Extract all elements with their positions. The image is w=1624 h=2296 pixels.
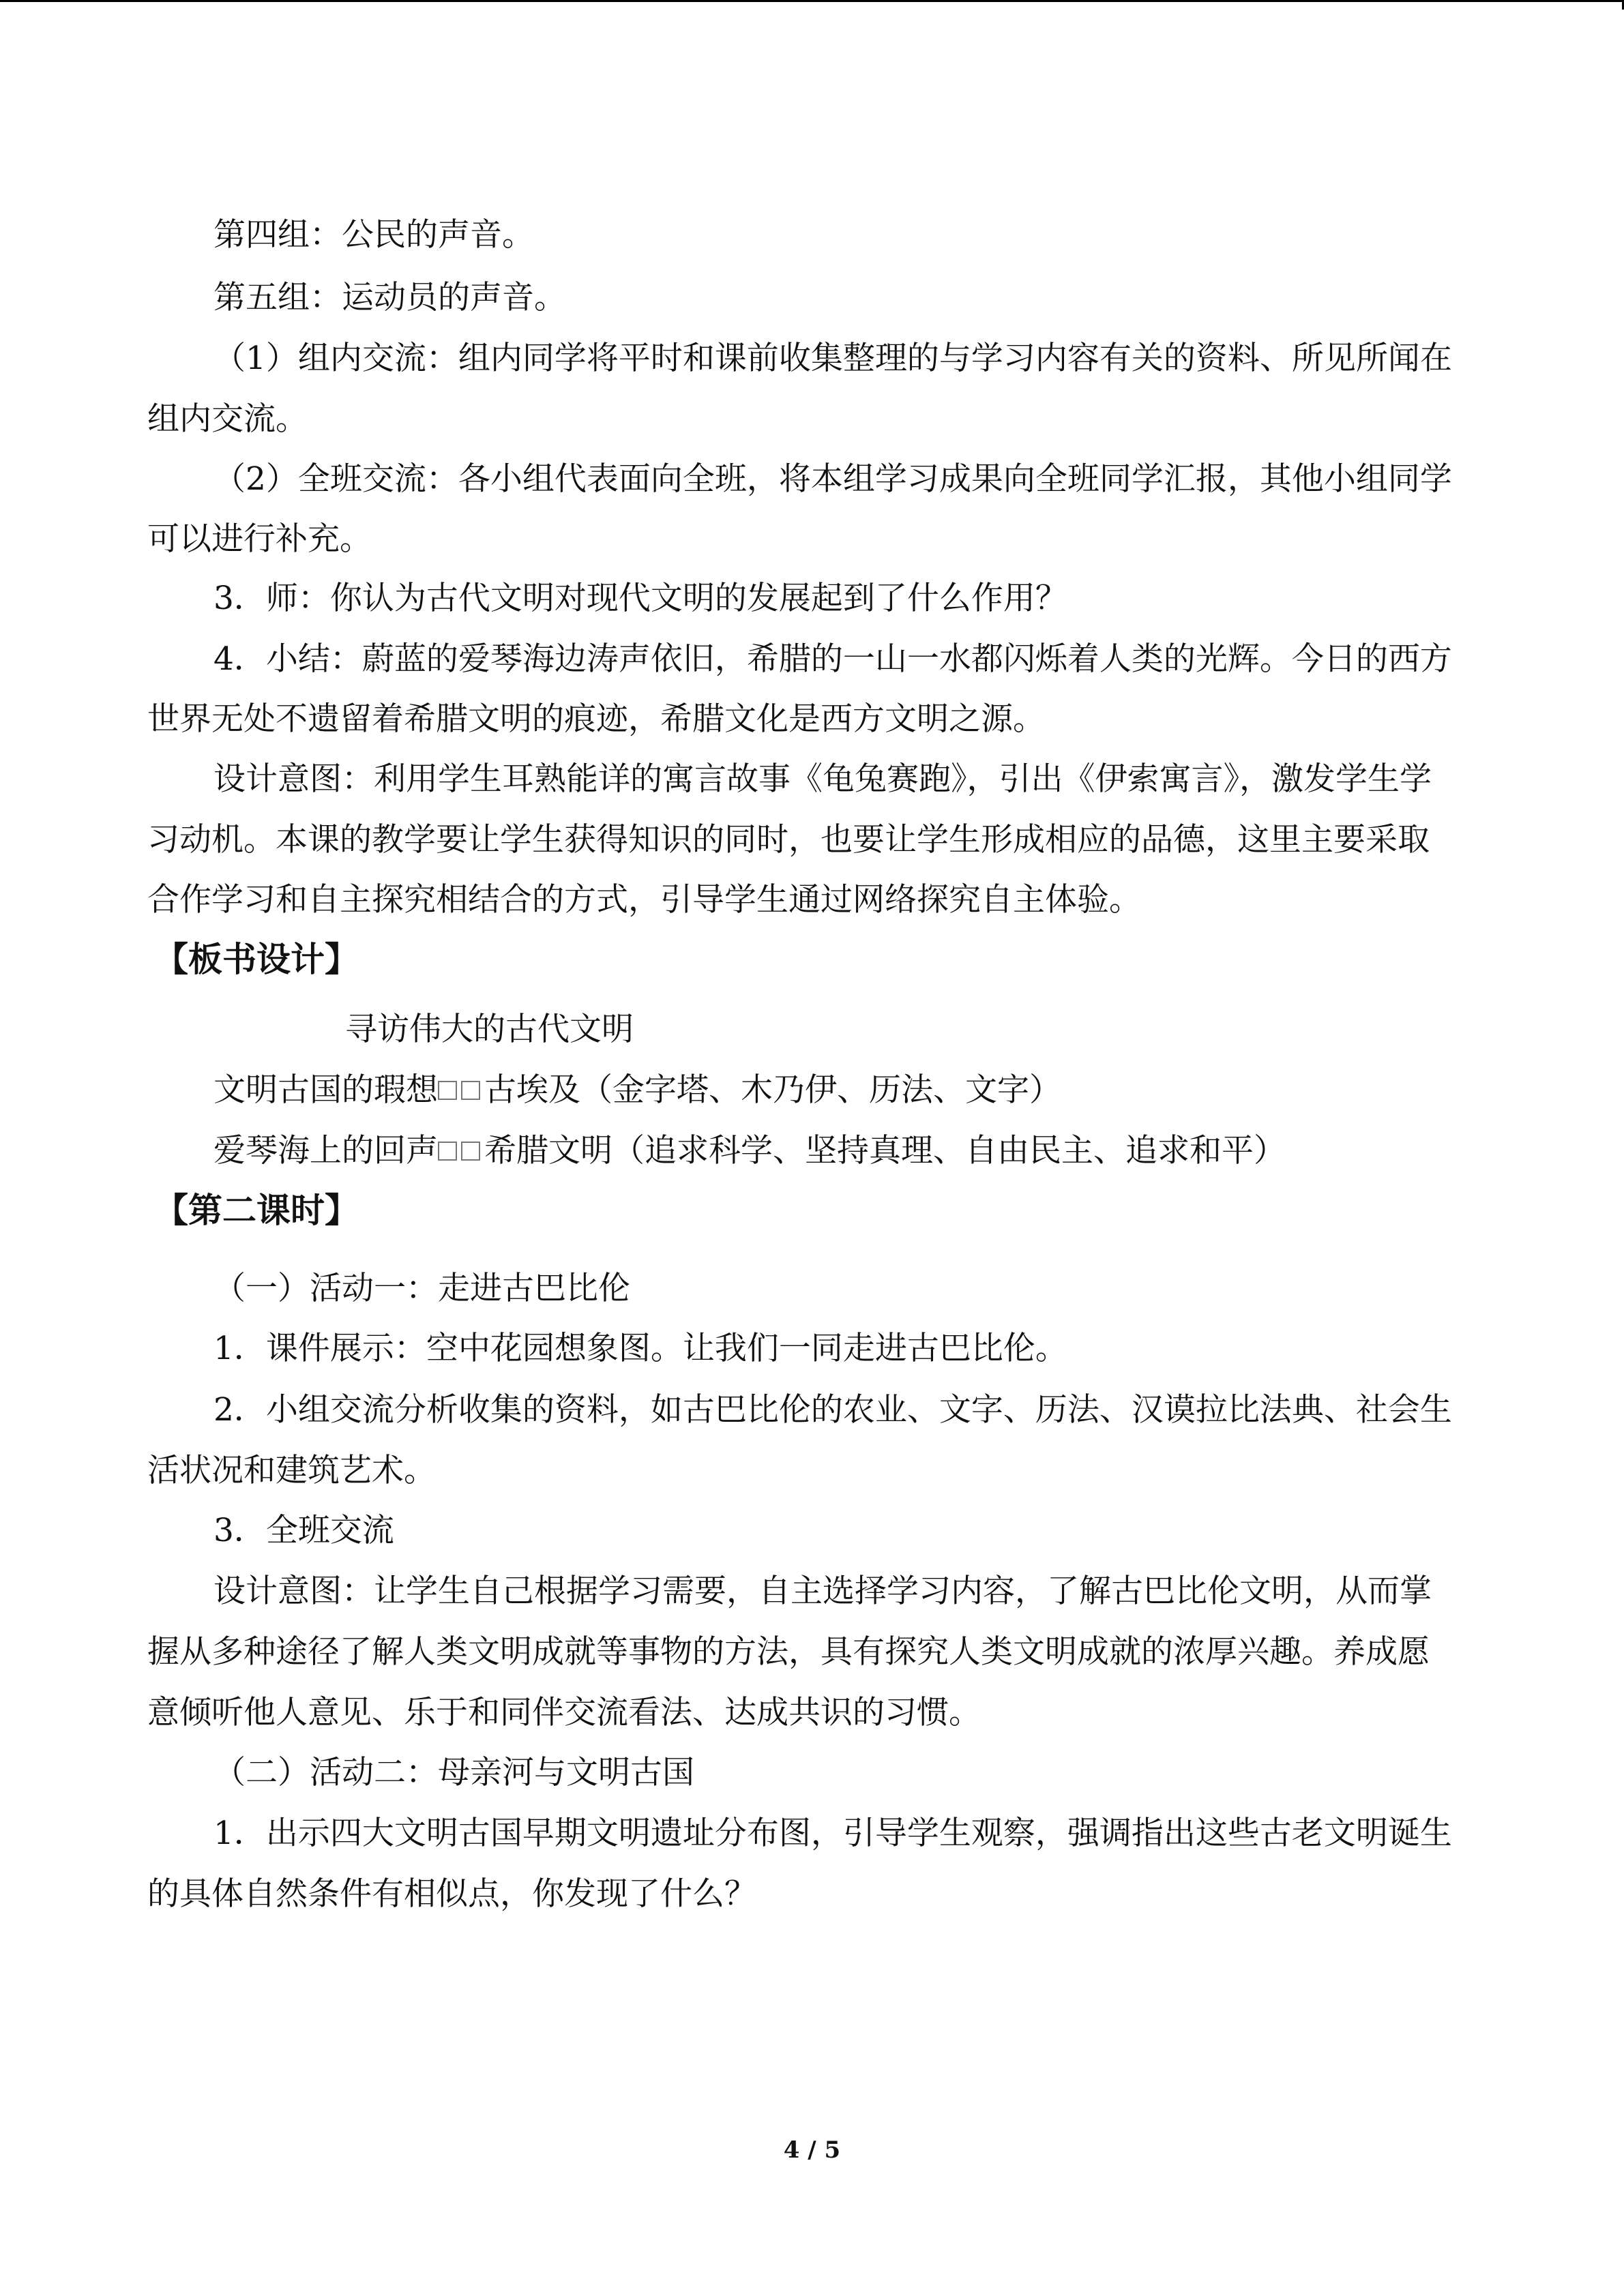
paragraph-line: 1．出示四大文明古国早期文明遗址分布图，引导学生观察，强调指出这些古老文明诞生 (213, 1815, 1452, 1852)
paragraph-line: （一）活动一：走进古巴比伦 (213, 1270, 630, 1307)
paragraph-line: 设计意图：让学生自己根据学习需要，自主选择学习内容，了解古巴比伦文明，从而掌 (213, 1572, 1432, 1610)
placeholder-box (461, 1142, 480, 1161)
paragraph-line: 3．师：你认为古代文明对现代文明的发展起到了什么作用？ (213, 580, 1067, 617)
board-line: 爱琴海上的回声 希腊文明（追求科学、坚持真理、自由民主、追求和平） (213, 1132, 1286, 1169)
paragraph-line: 4．小结：蔚蓝的爱琴海边涛声依旧，希腊的一山一水都闪烁着人类的光辉。今日的西方 (213, 640, 1452, 678)
paragraph-line: 合作学习和自主探究相结合的方式，引导学生通过网络探究自主体验。 (147, 881, 1141, 919)
paragraph-line: 习动机。本课的教学要让学生获得知识的同时，也要让学生形成相应的品德，这里主要采取 (147, 821, 1430, 859)
page-number: 4 / 5 (783, 2136, 841, 2164)
paragraph-line: 第五组：运动员的声音。 (213, 279, 566, 316)
paragraph-line: 意倾听他人意见、乐于和同伴交流看法、达成共识的习惯。 (147, 1694, 981, 1731)
placeholder-box (438, 1081, 457, 1100)
paragraph-line: 握从多种途径了解人类文明成就等事物的方法，具有探究人类文明成就的浓厚兴趣。养成愿 (147, 1633, 1430, 1671)
paragraph-line: 设计意图：利用学生耳熟能详的寓言故事《龟兔赛跑》，引出《伊索寓言》，激发学生学 (213, 760, 1432, 798)
paragraph-line: （1）组内交流：组内同学将平时和课前收集整理的与学习内容有关的资料、所见所闻在 (213, 340, 1452, 377)
board-title: 寻访伟大的古代文明 (345, 1011, 634, 1048)
board-line: 文明古国的瑕想 古埃及（金字塔、木乃伊、历法、文字） (213, 1071, 1061, 1109)
section-heading-board-design: 【板书设计】 (154, 940, 359, 979)
placeholder-box (438, 1142, 457, 1161)
paragraph-line: （2）全班交流：各小组代表面向全班，将本组学习成果向全班同学汇报，其他小组同学 (213, 460, 1452, 498)
paragraph-line: （二）活动二：母亲河与文明古国 (213, 1754, 694, 1791)
paragraph-line: 3．全班交流 (213, 1512, 394, 1549)
paragraph-line: 第四组：公民的声音。 (213, 216, 534, 254)
paragraph-line: 2．小组交流分析收集的资料，如古巴比伦的农业、文字、历法、汉谟拉比法典、社会生 (213, 1391, 1452, 1429)
paragraph-line: 组内交流。 (147, 400, 308, 438)
placeholder-box (461, 1081, 480, 1100)
paragraph-line: 世界无处不遗留着希腊文明的痕迹，希腊文化是西方文明之源。 (147, 700, 1045, 738)
paragraph-line: 1．课件展示：空中花园想象图。让我们一同走进古巴比伦。 (213, 1330, 1067, 1367)
paragraph-line: 可以进行补充。 (147, 520, 372, 558)
section-heading-second-lesson: 【第二课时】 (154, 1191, 359, 1230)
paragraph-line: 活状况和建筑艺术。 (147, 1452, 436, 1489)
top-border-line (0, 0, 1624, 2)
paragraph-line: 的具体自然条件有相似点，你发现了什么？ (147, 1875, 756, 1913)
